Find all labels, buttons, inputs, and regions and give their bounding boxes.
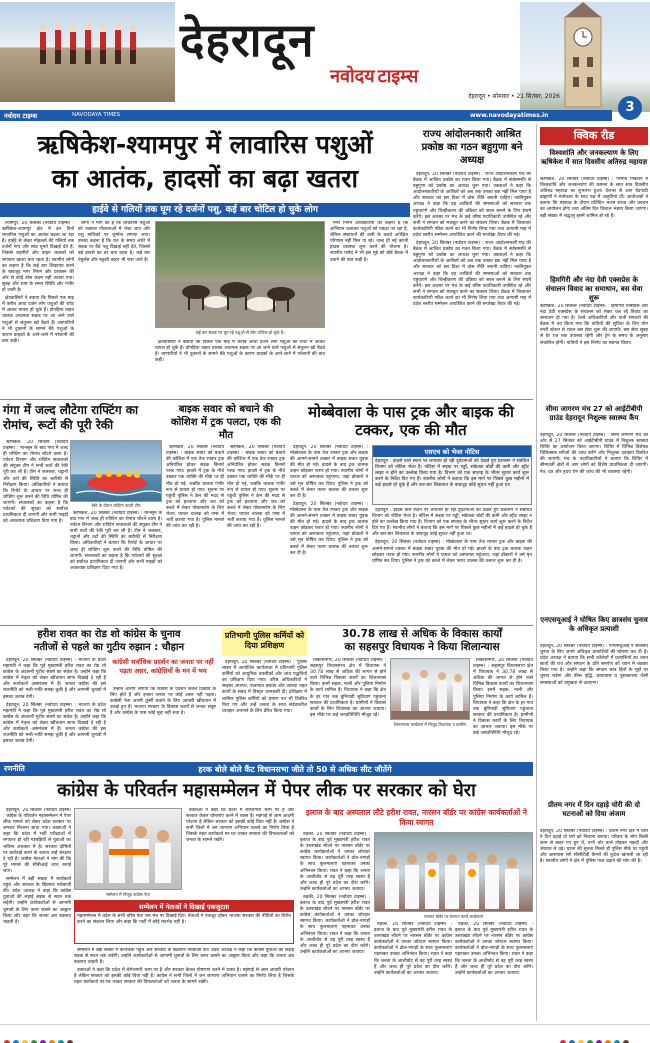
bike-body-para: ऋषिकेश, 20 सितंबर (नवोदय टाइम्स) : बाइक सवार को बचाने की कोशिश में एक तेज रफ्तार ट्रक अनियंत्रित होकर सड़क किनारे पलट गया। हादसे में ट्रक के नीचे दबकर एक व्यक्ति की मौके पर ही मौत हो गई, जबकि चालक गंभीर रूप से घायल हो गया। सूचना पर पहुंची पुलिस ने क्रेन की मदद से ट्रक को हटवाया और शव को कब्जे में लेकर पोस्टमार्टम के लिए भेजा। घायल चालक को एम्स में भर्ती कराया गया है। पुलिस मामले की जांच कर रही है। [166,445,224,530]
police-headline: प्रतिभागी पुलिस कर्मियों को दिया प्रशिक्षण [222,628,307,656]
lead-body-para: श्यामपुर, 20 सितंबर (नवोदय टाइम्स) : ऋषिकेश-श्यामपुर क्षेत्र में इन दिनों लावारिस पशुओं का आतंक बढ़ता जा रहा है। हाईवे से लेकर मोहल्लों की गलियों तक दर्जनों गाय और सांड घूमते दिखाई देते हैं, जिससे राहगीरों और वाहन चालकों को लगातार खतरा बना रहता है। स्थानीय लोगों का कहना है कि कई बार शिकायत करने के बावजूद नगर निगम और प्रशासन की ओर से कोई ठोस कदम नहीं उठाया गया। सुबह और शाम के समय स्थिति और गंभीर हो जाती है। [2,221,74,294]
truck-subsection [372,445,532,505]
lead-photo [155,221,325,328]
bike-headline: बाइक सवार को बचाने की कोशिश में ट्रक पलटा, एक की मौत [171,404,281,441]
congress-body-para: देहरादून, 20 सितंबर (नवोदय टाइम्स) : कांग्रेस के परिवर्तन महासम्मेलन में पेपर लीक मामले को लेकर प्रदेश सरकार पर जमकर निशाना साधा गया। वक्ताओं ने कहा कि प्रदेश में भर्ती परीक्षाओं में लगातार हो रही गड़बड़ियों से युवाओं का भविष्य अंधकार में है। सरकार दोषियों पर कार्रवाई करने के बजाय उन्हें संरक्षण दे रही है। कांग्रेस नेताओं ने मांग की कि पूरे मामले की सीबीआई जांच कराई जाए। [3,808,71,874]
footer-dots-right [560,1031,632,1043]
harish-body-para: रुड़की, 20 सितंबर (नवोदय टाइम्स) : इलाज के बाद पूर्व मुख्यमंत्री हरीश रावत के उत्तराखंड लौटने पर नारसन बॉर्डर पर कांग्रेस कार्यकर्ताओं ने उनका जोरदार स्वागत किया। कार्यकर्ताओं ने ढोल-नगाड़ों के साथ फूलमालाएं पहनाकर उनका अभिनंदन किया। रावत ने कहा कि जनता के आशीर्वाद से वह पूरी तरह स्वस्थ हैं और जल्द ही पूरे प्रदेश का दौरा करेंगे। उन्होंने कार्यकर्ताओं का आभार जताया। [300,832,370,892]
sahaspur-body [310,658,386,758]
quick-read-item-body: देहरादून, 20 सितंबर (नवोदय टाइम्स) : सीमा जागरण मंच की ओर से 27 सितंबर को आईटीबीपी ग्राउंड में निशुल्क स्वास्थ्य शिविर का आयोजन किया जाएगा। शिविर में विभिन्न विशेषज्ञ चिकित्सक मरीजों की जांच करेंगे और निशुल्क दवाइयां वितरित की जाएंगी। मंच के पदाधिकारियों ने बताया कि शिविर में सीमावर्ती क्षेत्रों से आए लोगों को विशेष प्राथमिकता दी जाएगी। नेत्र, दंत और हृदय रोग की जांच की भी व्यवस्था रहेगी। [540,433,648,475]
lead-headline-1: ऋषिकेश-श्यामपुर में लावारिस पशुओं [37,130,373,159]
masthead-photo-parade [0,2,175,102]
state-body-para: देहरादून, 20 सितंबर (नवोदय टाइम्स) : राज्य आंदोलनकारी मंच की बैठक में आश्रित प्रकोष्ठ का गठन किया गया। बैठक में सर्वसम्मति से बहुगुणा को प्रकोष्ठ का अध्यक्ष चुना गया। वक्ताओं ने कहा कि आंदोलनकारियों के आश्रितों को अब तक उनका हक नहीं मिल पाया है और सरकार को इस दिशा में ठोस नीति बनानी चाहिए। नवनियुक्त अध्यक्ष ने कहा कि वह आश्रितों की समस्याओं को सरकार तक पहुंचाएंगे और चिन्हीकरण की प्रक्रिया को सरल बनाने के लिए संघर्ष करेंगे। इस अवसर पर मंच के कई वरिष्ठ पदाधिकारी उपस्थित रहे और सभी ने संगठन को मजबूत करने का संकल्प लिया। बैठक में जिलावार कार्यकारिणी गठित करने का भी निर्णय लिया गया तथा आगामी माह में प्रदेश स्तरीय सम्मेलन आयोजित करने की रूपरेखा तैयार की गई। [413,241,531,307]
rawat-body [3,658,106,758]
truck-body-para: देहरादून : हादसे वाले स्थान पर लगातार हो रही दुर्घटनाओं को देखते हुए प्रशासन ने संबंधित विभाग को नोटिस भेजा है। नोटिस में सड़क पर गड्ढों, संकेतक बोर्डों की कमी और स्ट्रीट लाइट न होने का उल्लेख किया गया है। विभाग को एक सप्ताह के भीतर सुधार कार्य शुरू करने के निर्देश दिए गए हैं। स्थानीय लोगों ने बताया कि इस मार्ग पर पिछले कुछ महीनों में कई हादसे हो चुके हैं और बार-बार शिकायत के बावजूद कोई सुधार नहीं हुआ था। [372,508,532,538]
rafting-photo [70,440,162,502]
lead-subhead: हाईवे से गलियों तक घूम रहे दर्जनों पशु, कई बार चोटिल हो चुके लोग [0,203,410,217]
masthead-strip [0,110,612,121]
lead-body-col-3 [330,221,408,396]
lead-body-col-2 [78,221,150,396]
truck-body-para: देहरादून, 20 सितंबर (नवोदय टाइम्स) : मोब्बेवाला के पास तेज रफ्तार ट्रक और बाइक की आमने-सामने टक्कर में बाइक सवार युवक की मौत हो गई। हादसे के बाद ट्रक चालक वाहन छोड़कर फरार हो गया। स्थानीय लोगों ने घायल को अस्पताल पहुंचाया, जहां डॉक्टरों ने उसे मृत घोषित कर दिया। पुलिस ने ट्रक को कब्जे में लेकर फरार चालक की तलाश शुरू कर दी है। [290,445,368,499]
sahaspur-headline-1: 30.78 लाख से अधिक के विकास कार्यों [341,628,503,640]
harish-body-para: रुड़की, 20 सितंबर (नवोदय टाइम्स) : इलाज के बाद पूर्व मुख्यमंत्री हरीश रावत के उत्तराखंड लौटने पर नारसन बॉर्डर पर कांग्रेस कार्यकर्ताओं ने उनका जोरदार स्वागत किया। कार्यकर्ताओं ने ढोल-नगाड़ों के साथ फूलमालाएं पहनाकर उनका अभिनंदन किया। रावत ने कहा कि जनता के आशीर्वाद से वह पूरी तरह स्वस्थ हैं और जल्द ही पूरे प्रदेश का दौरा करेंगे। उन्होंने कार्यकर्ताओं का आभार जताया। [300,894,370,955]
footer-dots-left [4,1031,76,1043]
masthead-dateline: देहरादून • सोमवार • 21 सितंबर, 2026 [468,93,560,100]
harish-photo [374,832,533,912]
harish-body-para: रुड़की, 20 सितंबर (नवोदय टाइम्स) : इलाज के बाद पूर्व मुख्यमंत्री हरीश रावत के उत्तराखंड लौटने पर नारसन बॉर्डर पर कांग्रेस कार्यकर्ताओं ने उनका जोरदार स्वागत किया। कार्यकर्ताओं ने ढोल-नगाड़ों के साथ फूलमालाएं पहनाकर उनका अभिनंदन किया। रावत ने कहा कि जनता के आशीर्वाद से वह पूरी तरह स्वस्थ हैं और जल्द ही पूरे प्रदेश का दौरा करेंगे। उन्होंने कार्यकर्ताओं का आभार जताया। [374,922,452,976]
sahaspur-headline-2: का सहसपुर विधायक ने किया शिलान्यास [344,641,500,653]
quick-read-item-headline: विश्वशांति और जनकल्याण के लिए ऋषिकेश में सात दिवसीय अतिरुद्र महायज्ञ [540,149,648,166]
masthead-brand-suffix: टाइम्स [377,66,419,87]
harish-body [300,832,370,1018]
masthead-title: देहरादून [180,13,315,67]
rawat-body-para: देहरादून, 20 सितंबर (नवोदय टाइम्स) : भाजपा के प्रदेश महामंत्री ने कहा कि पूर्व मुख्यमंत्री हरीश रावत का रोड शो कांग्रेस के अंदरूनी गुटीय संघर्ष का संकेत है। उन्होंने कहा कि कांग्रेस में नेतृत्व को लेकर खींचतान साफ दिखाई दे रही है और कार्यकर्ता असमंजस में हैं। जनता कांग्रेस की इस राजनीति को भली-भांति समझ चुकी है और आगामी चुनावों में इसका जवाब देगी। [3,658,106,700]
congress-headline: कांग्रेस के परिवर्तन महासम्मेलन में पेपर लीक पर सरकार को घेरा [57,780,476,801]
quick-read-item-body: ऋषिकेश, 20 सितंबर (नवोदय टाइम्स) : हिमगिरी एक्सप्रेस और नंदा देवी एक्सप्रेस के संचालन को लेकर चल रहे विवाद का समाधान हो गया है। रेलवे अधिकारियों और यात्री संगठनों की बैठक में तय किया गया कि यात्रियों की सुविधा के लिए योग नगरी स्टेशन से शटल बस सेवा शुरू की जाएगी। बस सेवा सुबह से देर रात तक उपलब्ध रहेगी और ट्रेन के समय के अनुसार संचालित होगी। यात्रियों ने इस निर्णय का स्वागत किया। [540,304,648,346]
strategy-strip-label: रणनीति [4,764,25,773]
harish-body-2 [374,922,452,1018]
truck-headline: मोब्बेवाला के पास ट्रक और बाइक की टक्कर, एक की मौत [308,403,514,439]
lead-body-col-4 [155,340,325,396]
congress-photo [74,808,182,890]
masthead-strip-left: नवोदय टाइम्स [4,112,38,120]
footer-bar [0,1024,650,1043]
state-body [413,172,531,396]
truck-body-para: देहरादून, 20 सितंबर (नवोदय टाइम्स) : मोब्बेवाला के पास तेज रफ्तार ट्रक और बाइक की आमने-सामने टक्कर में बाइक सवार युवक की मौत हो गई। हादसे के बाद ट्रक चालक वाहन छोड़कर फरार हो गया। स्थानीय लोगों ने घायल को अस्पताल पहुंचाया, जहां डॉक्टरों ने उसे मृत घोषित कर दिया। पुलिस ने ट्रक को कब्जे में लेकर फरार चालक की तलाश शुरू कर दी है। [372,540,532,564]
truck-sub-body: देहरादून : हादसे वाले स्थान पर लगातार हो रही दुर्घटनाओं को देखते हुए प्रशासन ने संबंधित विभाग को नोटिस भेजा है। नोटिस में सड़क पर गड्ढों, संकेतक बोर्डों की कमी और स्ट्रीट लाइट न होने का उल्लेख किया गया है। विभाग को एक सप्ताह के भीतर सुधार कार्य शुरू करने के निर्देश दिए गए हैं। स्थानीय लोगों ने बताया कि इस मार्ग पर पिछले कुछ महीनों में कई हादसे हो चुके हैं और बार-बार शिकायत के बावजूद कोई सुधार नहीं हुआ था। [375,459,529,489]
rawat-body-para: उन्होंने आरोप लगाया कि कांग्रेस के प्रदर्शन केवल दिखावे के लिए होते हैं और इनका जनता पर कोई असर नहीं पड़ता। कांग्रेसी नेता अपनी कुर्सी बचाने के लिए आपसी खींचतान में उलझे हुए हैं। भाजपा सरकार के विकास कार्यों से जनता संतुष्ट है और कांग्रेस के पास कोई मुद्दा नहीं बचा है। [110,687,216,717]
congress-body [3,808,71,1018]
truck-sub-label: एसएच को भेजा नोटिस [373,446,531,457]
page-number: 3 [618,96,642,120]
state-headline: राज्य आंदोलनकारी आश्रित प्रकोष्ठ का गठन बहुगुणा बने अध्यक्ष [421,129,523,166]
rawat-inset-body [110,687,216,758]
congress-inset-body: महासम्मेलन में प्रदेश के सभी वरिष्ठ नेता एक मंच पर दिखाई दिए। नेताओं ने एकजुट होकर भाजपा सरकार की नीतियों का विरोध करने का संकल्प लिया और कहा कि पार्टी में कोई मतभेद नहीं है। [77,914,291,926]
truck-body [290,445,368,620]
harish-body-3 [455,922,533,1018]
strategy-strip-text: हरक बोले बोले कैंट विधानसभा जीते तो 50 से अधिक सीट जीतेंगे [198,765,392,774]
rafting-photo-caption: रेकी के दौरान राफ्टिंग करती टीम [91,503,141,508]
sahaspur-body-para: विकासनगर, 20 सितंबर (नवोदय टाइम्स) : सहसपुर विधानसभा क्षेत्र में विधायक ने 30.78 लाख से अधिक की लागत से होने वाले विभिन्न विकास कार्यों का शिलान्यास किया। इनमें सड़क, नाली और पुलिया निर्माण के कार्य शामिल हैं। विधायक ने कहा कि क्षेत्र के हर गांव तक बुनियादी सुविधाएं पहुंचाना सरकार की प्राथमिकता है। ग्रामीणों ने विकास कार्यों के लिए विधायक का आभार जताया। इस मौके पर कई जनप्रतिनिधि मौजूद रहे। [310,658,386,718]
lead-body-para: क्षेत्रवासियों ने बताया कि पिछले एक माह में करीब आधा दर्जन लोग पशुओं की चपेट में आकर घायल हो चुके हैं। दोपहिया वाहन चालक अचानक सड़क पर आ जाने वाले पशुओं से संतुलन खो बैठते हैं। व्यापारियों ने भी दुकानों के सामने बैठे पशुओं के कारण ग्राहकों के आने-जाने में परेशानी की बात कही। [2,296,74,344]
quick-read-item-body: देहरादून, 20 सितंबर (नवोदय टाइम्स) : एनएसयूआई ने छात्रसंघ चुनाव के लिए अपने अधिकृत प्रत्याशियों की घोषणा कर दी है। प्रदेश अध्यक्ष ने बताया कि सभी कॉलेजों में प्रत्याशियों का चयन छात्रों की राय और संगठन के प्रति समर्पण को ध्यान में रखकर किया गया है। उन्होंने कहा कि संगठन छात्र हितों के मुद्दों पर चुनाव लड़ेगा और फीस वृद्धि, छात्रावास व पुस्तकालय जैसी समस्याओं को प्रमुखता से उठाएगा। [540,644,648,686]
sahaspur-body-para: विकासनगर, 20 सितंबर (नवोदय टाइम्स) : सहसपुर विधानसभा क्षेत्र में विधायक ने 30.78 लाख से अधिक की लागत से होने वाले विभिन्न विकास कार्यों का शिलान्यास किया। इनमें सड़क, नाली और पुलिया निर्माण के कार्य शामिल हैं। विधायक ने कहा कि क्षेत्र के हर गांव तक बुनियादी सुविधाएं पहुंचाना सरकार की प्राथमिकता है। ग्रामीणों ने विकास कार्यों के लिए विधायक का आभार जताया। इस मौके पर कई जनप्रतिनिधि मौजूद रहे। [473,658,533,737]
rafting-body-para: ऋषिकेश, 20 सितंबर (नवोदय टाइम्स) : मानसून के बाद गंगा में जल्द ही राफ्टिंग का रोमांच लौटने वाला है। पर्यटन विभाग और राफ्टिंग संचालकों की संयुक्त टीम ने सभी रूटों की रेकी पूरी कर ली है। टीम ने जलस्तर, चट्टानों और तटों की स्थिति का बारीकी से निरीक्षण किया। अधिकारियों ने बताया कि रिपोर्ट के आधार पर जल्द ही राफ्टिंग शुरू करने की तिथि घोषित की जाएगी। संचालकों का कहना है कि पर्यटकों की सुरक्षा को सर्वोच्च प्राथमिकता दी जाएगी और सभी गाइडों को आवश्यक प्रशिक्षण दिया गया है। [70,511,162,571]
congress-body-para: सम्मेलन में बड़ी संख्या में कार्यकर्ता पहुंचे और सरकार के खिलाफ नारेबाजी की। प्रदेश अध्यक्ष ने कहा कि कांग्रेस युवाओं की लड़ाई सड़क से सदन तक लड़ेगी। उन्होंने कार्यकर्ताओं से आगामी चुनावों के लिए कमर कसने का आह्वान किया और कहा कि जनता अब बदलाव चाहती है। [74,948,294,966]
lead-body-para: नगर निगम अधिकारियों का कहना है कि अभियान चलाकर पशुओं को पकड़ा जा रहा है, लेकिन संसाधनों की कमी के चलते अपेक्षित परिणाम नहीं मिल पा रहे। जल्द ही नई कांजी हाउस व्यवस्था शुरू करने की योजना है। स्थानीय पार्षद ने भी इस मुद्दे को बोर्ड बैठक में उठाने की बात कही है। [330,221,408,263]
bike-body-para: ऋषिकेश, 20 सितंबर (नवोदय टाइम्स) : बाइक सवार को बचाने की कोशिश में एक तेज रफ्तार ट्रक अनियंत्रित होकर सड़क किनारे पलट गया। हादसे में ट्रक के नीचे दबकर एक व्यक्ति की मौके पर ही मौत हो गई, जबकि चालक गंभीर रूप से घायल हो गया। सूचना पर पहुंची पुलिस ने क्रेन की मदद से ट्रक को हटवाया और शव को कब्जे में लेकर पोस्टमार्टम के लिए भेजा। घायल चालक को एम्स में भर्ती कराया गया है। पुलिस मामले की जांच कर रही है। [227,445,285,530]
congress-inset [74,900,294,944]
rawat-headline-2: नतीजों से पहले का गुटीय रुझान : चौहान [33,642,185,653]
congress-body-3 [74,948,294,1018]
lead-photo-caption: कई बार सड़क पर घूम रहे पशुओं से लोग चोटिल हो चुके हैं। [195,330,285,335]
state-body-para: देहरादून, 20 सितंबर (नवोदय टाइम्स) : राज्य आंदोलनकारी मंच की बैठक में आश्रित प्रकोष्ठ का गठन किया गया। बैठक में सर्वसम्मति से बहुगुणा को प्रकोष्ठ का अध्यक्ष चुना गया। वक्ताओं ने कहा कि आंदोलनकारियों के आश्रितों को अब तक उनका हक नहीं मिल पाया है और सरकार को इस दिशा में ठोस नीति बनानी चाहिए। नवनियुक्त अध्यक्ष ने कहा कि वह आश्रितों की समस्याओं को सरकार तक पहुंचाएंगे और चिन्हीकरण की प्रक्रिया को सरल बनाने के लिए संघर्ष करेंगे। इस अवसर पर मंच के कई वरिष्ठ पदाधिकारी उपस्थित रहे और सभी ने संगठन को मजबूत करने का संकल्प लिया। बैठक में जिलावार कार्यकारिणी गठित करने का भी निर्णय लिया गया तथा आगामी माह में प्रदेश स्तरीय सम्मेलन आयोजित करने की रूपरेखा तैयार की गई। [413,172,531,238]
rafting-body-para: ऋषिकेश, 20 सितंबर (नवोदय टाइम्स) : मानसून के बाद गंगा में जल्द ही राफ्टिंग का रोमांच लौटने वाला है। पर्यटन विभाग और राफ्टिंग संचालकों की संयुक्त टीम ने सभी रूटों की रेकी पूरी कर ली है। टीम ने जलस्तर, चट्टानों और तटों की स्थिति का बारीकी से निरीक्षण किया। अधिकारियों ने बताया कि रिपोर्ट के आधार पर जल्द ही राफ्टिंग शुरू करने की तिथि घोषित की जाएगी। संचालकों का कहना है कि पर्यटकों की सुरक्षा को सर्वोच्च प्राथमिकता दी जाएगी और सभी गाइडों को आवश्यक प्रशिक्षण दिया गया है। [3,440,68,525]
rafting-body [3,440,68,620]
bike-body [166,445,224,620]
rafting-headline: गंगा में जल्द लौटेगा राफ्टिंग का रोमांच, रूटों की पूरी रेकी [3,403,139,432]
harish-headline: इलाज के बाद अस्पताल लौटे हरीश रावत, नारसन बॉर्डर पर कांग्रेस कार्यकर्ताओं ने किया स्वागत [306,808,527,827]
bike-body-2 [227,445,285,620]
police-body [222,660,307,758]
harish-body-para: रुड़की, 20 सितंबर (नवोदय टाइम्स) : इलाज के बाद पूर्व मुख्यमंत्री हरीश रावत के उत्तराखंड लौटने पर नारसन बॉर्डर पर कांग्रेस कार्यकर्ताओं ने उनका जोरदार स्वागत किया। कार्यकर्ताओं ने ढोल-नगाड़ों के साथ फूलमालाएं पहनाकर उनका अभिनंदन किया। रावत ने कहा कि जनता के आशीर्वाद से वह पूरी तरह स्वस्थ हैं और जल्द ही पूरे प्रदेश का दौरा करेंगे। उन्होंने कार्यकर्ताओं का आभार जताया। [455,922,533,976]
masthead-strip-logo: NAVODAYA TIMES [72,112,121,118]
lead-headline-2: का आतंक, हादसों का बढ़ा खतरा [52,164,358,193]
masthead-website[interactable]: www.navodayatimes.in [470,112,549,119]
police-body-para: देहरादून, 20 सितंबर (नवोदय टाइम्स) : पुलिस लाइन में आयोजित कार्यशाला में प्रतिभागी पुलिस कर्मियों को आधुनिक तकनीकों और जांच पद्धतियों का प्रशिक्षण दिया गया। वरिष्ठ अधिकारियों ने साइबर अपराध, यातायात प्रबंधन और आपदा राहत कार्यों के संबंध में विस्तृत जानकारी दी। प्रशिक्षण में शामिल पुलिस कर्मियों को प्रमाण पत्र भी वितरित किए गए और उन्हें जनता के साथ संवेदनशील व्यवहार अपनाने के लिए प्रेरित किया गया। [222,660,307,714]
congress-inset-label: सम्मेलन में नेताओं ने दिखाई एकजुटता [75,901,293,912]
quick-read-item-body: देहरादून, 20 सितंबर (नवोदय टाइम्स) : प्रीतम नगर क्षेत्र में चोरों ने दिन दहाड़े दो घरों को निशाना बनाया। परिवार के लोग किसी काम से बाहर गए हुए थे, तभी चोर ताले तोड़कर नकदी और जेवरात ले उड़े। घटना की सूचना मिलते ही पुलिस मौके पर पहुंची और आसपास लगे सीसीटीवी कैमरों की फुटेज खंगाली जा रही है। स्थानीय लोगों ने क्षेत्र में पुलिस गश्त बढ़ाने की मांग की है। [540,829,648,865]
rafting-body-2 [70,511,162,620]
quick-read-item-headline: सीमा जागरण मंच 27 को आईटीबीपी ग्राउंड देहरादून निशुल्क स्वास्थ्य कैंप [545,405,643,422]
quick-read-item-body: ऋषिकेश, 20 सितंबर (नवोदय टाइम्स) : परमार्थ निकेतन में विश्वशांति और जनकल्याण की कामना के साथ सात दिवसीय अतिरुद्र महायज्ञ का शुभारंभ हुआ। देशभर से आए वेदपाठी ब्राह्मणों ने मंत्रोच्चार के साथ यज्ञ में आहुतियां दीं। आयोजकों ने बताया कि महायज्ञ के दौरान प्रतिदिन भजन संध्या और प्रवचन का आयोजन होगा तथा अंतिम दिन विशाल भंडारा किया जाएगा। बड़ी संख्या में श्रद्धालु इसमें शामिल हो रहे हैं। [540,177,648,219]
sahaspur-photo-caption: शिलान्यास कार्यक्रम में मौजूद विधायक व ग्रामीण [393,722,467,727]
quick-read-label: क्विक रीड [540,127,648,145]
sahaspur-body-2 [473,658,533,758]
divider [0,625,533,626]
rawat-inset-headline: कांग्रेसी सर्वाधिक प्रदर्शन का जनता पर नहीं पड़ता असर, कांग्रेसियों के मन में भय [112,658,214,675]
rawat-body-para: देहरादून, 20 सितंबर (नवोदय टाइम्स) : भाजपा के प्रदेश महामंत्री ने कहा कि पूर्व मुख्यमंत्री हरीश रावत का रोड शो कांग्रेस के अंदरूनी गुटीय संघर्ष का संकेत है। उन्होंने कहा कि कांग्रेस में नेतृत्व को लेकर खींचतान साफ दिखाई दे रही है और कार्यकर्ता असमंजस में हैं। जनता कांग्रेस की इस राजनीति को भली-भांति समझ चुकी है और आगामी चुनावों में इसका जवाब देगी। [3,702,106,745]
lead-body-para: क्षेत्रवासियों ने बताया कि पिछले एक माह में करीब आधा दर्जन लोग पशुओं की चपेट में आकर घायल हो चुके हैं। दोपहिया वाहन चालक अचानक सड़क पर आ जाने वाले पशुओं से संतुलन खो बैठते हैं। व्यापारियों ने भी दुकानों के सामने बैठे पशुओं के कारण ग्राहकों के आने-जाने में परेशानी की बात कही। [155,340,325,364]
rawat-headline-1: हरीश रावत का रोड शो कांग्रेस के चुनाव [37,629,181,640]
harish-photo-caption: नारसन बॉर्डर पर स्वागत करते कार्यकर्ता [424,914,483,919]
masthead-brand-name: नवोदय [330,66,375,87]
lead-body-col-1 [2,221,74,396]
congress-body-para: वक्ताओं ने कहा कि प्रदेश में बेरोजगारी चरम पर है और सरकार केवल घोषणाएं करने में व्यस्त है। महंगाई से आम आदमी परेशान है लेकिन सरकार को इसकी कोई चिंता नहीं है। कांग्रेस ने सभी जिलों में जन जागरण अभियान चलाने का निर्णय लिया है जिसके तहत कार्यकर्ता घर-घर जाकर सरकार की विफलताओं को जनता के सामने रखेंगे। [74,968,294,986]
masthead [0,0,650,122]
congress-body-para: सम्मेलन में बड़ी संख्या में कार्यकर्ता पहुंचे और सरकार के खिलाफ नारेबाजी की। प्रदेश अध्यक्ष ने कहा कि कांग्रेस युवाओं की लड़ाई सड़क से सदन तक लड़ेगी। उन्होंने कार्यकर्ताओं से आगामी चुनावों के लिए कमर कसने का आह्वान किया और कहा कि जनता अब बदलाव चाहती है। [3,877,71,925]
quick-read-item-headline: एनएसयूआई ने घोषित किए छात्रसंघ चुनाव के अधिकृत प्रत्याशी [540,616,648,633]
truck-body-3 [372,508,532,620]
strategy-strip [0,762,533,776]
masthead-brand [330,64,530,88]
quick-read-item-headline: प्रीतम नगर में दिन दहाड़े चोरी की दो घटनाओं को दिया अंजाम [548,801,640,818]
congress-photo-caption: सम्मेलन में मौजूद कांग्रेस नेता [106,892,150,897]
congress-body-2 [186,808,294,898]
truck-body-para: देहरादून, 20 सितंबर (नवोदय टाइम्स) : मोब्बेवाला के पास तेज रफ्तार ट्रक और बाइक की आमने-सामने टक्कर में बाइक सवार युवक की मौत हो गई। हादसे के बाद ट्रक चालक वाहन छोड़कर फरार हो गया। स्थानीय लोगों ने घायल को अस्पताल पहुंचाया, जहां डॉक्टरों ने उसे मृत घोषित कर दिया। पुलिस ने ट्रक को कब्जे में लेकर फरार चालक की तलाश शुरू कर दी है। [290,501,368,556]
congress-body-para: वक्ताओं ने कहा कि प्रदेश में बेरोजगारी चरम पर है और सरकार केवल घोषणाएं करने में व्यस्त है। महंगाई से आम आदमी परेशान है लेकिन सरकार को इसकी कोई चिंता नहीं है। कांग्रेस ने सभी जिलों में जन जागरण अभियान चलाने का निर्णय लिया है जिसके तहत कार्यकर्ता घर-घर जाकर सरकार की विफलताओं को जनता के सामने रखेंगे। [186,808,294,844]
lead-body-para: लोगों ने मांग की है कि लावारिस पशुओं को तत्काल गौशालाओं में भेजा जाए और पशु मालिकों पर जुर्माना लगाया जाए। उनका कहना है कि रात के समय अंधेरे में सड़क पर बैठे पशु दिखाई नहीं देते, जिससे बड़े हादसे का डर बना रहता है। कई बार एंबुलेंस और स्कूली वाहन भी फंस जाते हैं। [78,221,150,263]
sahaspur-photo [390,658,470,720]
divider [0,399,533,400]
quick-read-item-headline: हिमगिरी और नंदा देवी एक्सप्रेस के संचालन विवाद का समाधान, बस सेवा शुरू [545,276,643,302]
